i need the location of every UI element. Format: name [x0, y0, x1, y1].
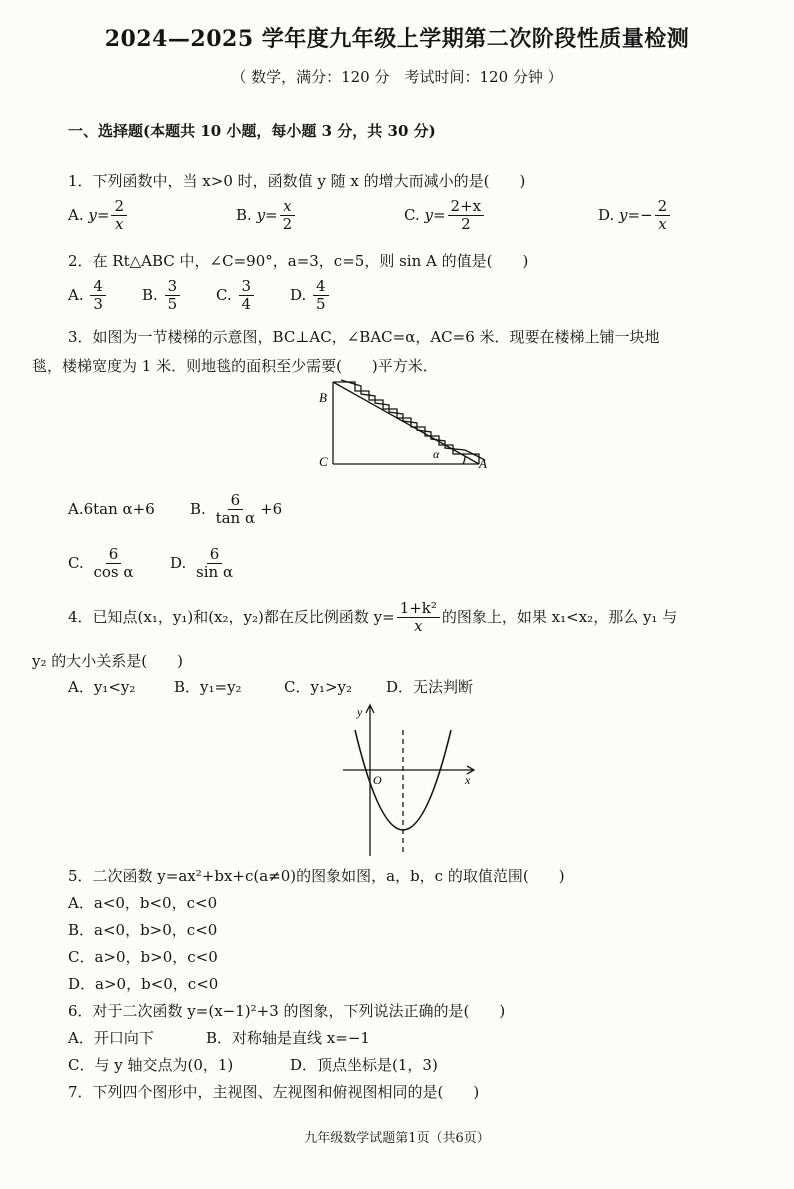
q6-stem: 6．对于二次函数 y=(x−1)²+3 的图象，下列说法正确的是( ): [68, 1002, 506, 1020]
q1-option-c: C. y= $\frac{2+x}{2}$: [404, 198, 486, 234]
parabola-figure: [335, 700, 485, 858]
q3-stem-line1: 3．如图为一节楼梯的示意图，BC⊥AC，∠BAC=α，AC=6 米．现要在楼梯上铺一块地: [68, 328, 660, 346]
axis-label-y: y: [357, 705, 363, 719]
q4-option-c: C．y₁>y₂: [284, 678, 353, 696]
page-footer: 九年级数学试题第1页（共6页）: [304, 1131, 490, 1146]
section-heading: 一、选择题(本题共 10 小题，每小题 3 分，共 30 分): [68, 122, 436, 140]
q4-stem-line1: 4．已知点(x₁，y₁)和(x₂，y₂)都在反比例函数 y= $\frac{\text{1+k²}}{x}$ 的图象上，如果 x₁<x₂，那么 y₁ 与: [68, 599, 678, 636]
q2-option-c: C. $\frac{3}{4}$: [216, 278, 256, 314]
q6-option-a: A．开口向下: [68, 1029, 154, 1047]
q4-option-d: D．无法判断: [386, 678, 474, 696]
q6-option-b: B．对称轴是直线 x=−1: [206, 1029, 370, 1047]
q3-option-a: A.6tan α+6: [68, 500, 155, 518]
q1-stem: 1．下列函数中，当 x>0 时，函数值 y 随 x 的增大而减小的是( ): [68, 172, 526, 190]
label-b: B: [319, 390, 327, 405]
q5-option-a: A．a<0，b<0，c<0: [68, 894, 218, 912]
stair-depth: [341, 380, 485, 460]
q6-option-d: D．顶点坐标是(1，3): [290, 1056, 438, 1074]
label-c: C: [319, 454, 328, 469]
q3-option-c: C. $\frac{6}{\text{cos α}}$: [68, 545, 134, 582]
q2-option-a: A. $\frac{4}{3}$: [68, 278, 108, 314]
q4-option-b: B．y₁=y₂: [174, 678, 242, 696]
exam-title: 2024—2025 学年度九年级上学期第二次阶段性质量检测: [104, 26, 690, 52]
axis-label-x: x: [465, 773, 471, 787]
side-ba: [333, 382, 479, 464]
q7-stem: 7．下列四个图形中，主视图、左视图和俯视图相同的是( ): [68, 1083, 480, 1101]
q4-option-a: A．y₁<y₂: [68, 678, 136, 696]
q3-option-b: B. $\frac{6}{\text{tan α}}$ +6: [190, 491, 283, 528]
q6-option-c: C．与 y 轴交点为(0，1): [68, 1056, 234, 1074]
q1-option-d: D. y=− $\frac{2}{x}$: [598, 198, 672, 234]
label-a: A: [479, 456, 487, 471]
q1-option-b: B. y= $\frac{x}{2}$: [236, 198, 297, 234]
q5-option-b: B．a<0，b>0，c<0: [68, 921, 218, 939]
q5-stem: 5．二次函数 y=ax²+bx+c(a≠0)的图象如图，a，b，c 的取值范围( ): [68, 867, 565, 885]
q2-stem: 2．在 Rt△ABC 中，∠C=90°，a=3，c=5，则 sin A 的值是( ): [68, 252, 529, 270]
q5-option-d: D．a>0，b<0，c<0: [68, 975, 219, 993]
label-alpha: α: [433, 447, 440, 461]
q1-option-a: A. y= $\frac{2}{x}$: [68, 198, 129, 234]
exam-subtitle: （ 数学，满分：120 分 考试时间：120 分钟 ）: [231, 68, 563, 86]
origin-label: O: [373, 773, 382, 787]
q3-option-d: D. $\frac{6}{\text{sin α}}$: [170, 545, 234, 582]
q2-option-d: D. $\frac{4}{5}$: [290, 278, 331, 314]
staircase-figure: [315, 378, 495, 474]
q2-option-b: B. $\frac{3}{5}$: [142, 278, 182, 314]
angle-arc: [463, 456, 465, 464]
q5-option-c: C．a>0，b>0，c<0: [68, 948, 218, 966]
q4-stem-line2: y₂ 的大小关系是( ): [32, 652, 183, 670]
q3-stem-line2: 毯，楼梯宽度为 1 米．则地毯的面积至少需要( )平方米．: [32, 357, 438, 375]
